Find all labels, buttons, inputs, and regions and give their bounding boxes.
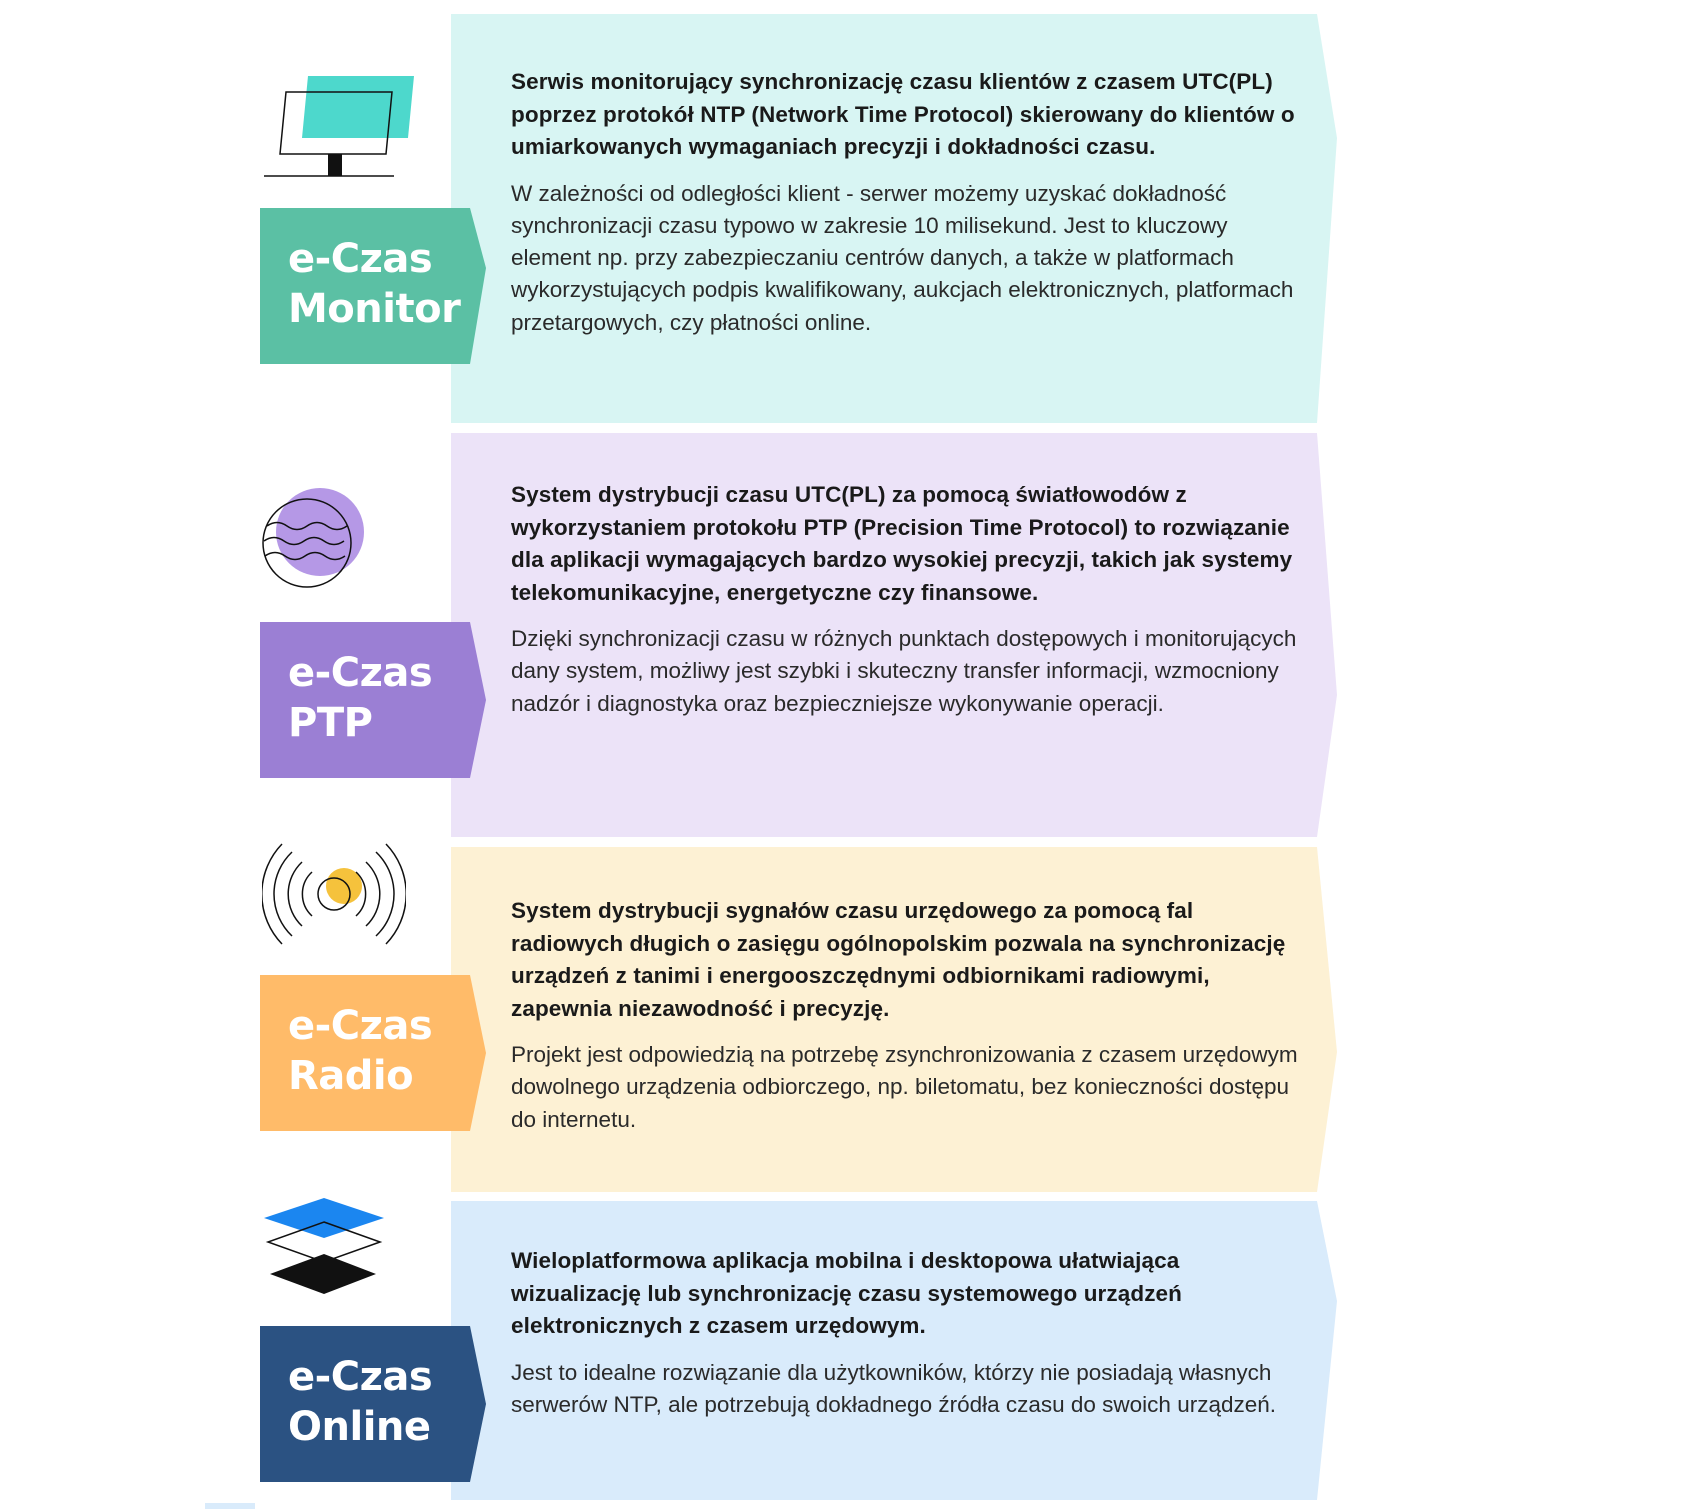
label-ptp: [260, 622, 486, 778]
panel-monitor: [451, 14, 1337, 423]
label-monitor-line1: e-Czas: [288, 236, 433, 282]
panel-monitor-body: W zależności od odległości klient - serwer możemy uzyskać dokładność synchronizacji czasu typowo w zakresie 10 milisekund. Jest to kluczowy element np. przy zabezpieczaniu centrów danych, a także w platformach wykorzystujących podpis kwalifikowany, aukcjach elektronicznych, platformach przetargowych, czy płatności online.: [511, 180, 1294, 335]
panel-ptp-lead: System dystrybucji czasu UTC(PL) za pomocą światłowodów z wykorzystaniem protokołu PTP (Precision Time Protocol) to rozwiązanie dla aplikacji wymagających bardzo wysokiej precyzji, takich jak systemy telekomunikacyjne, energetyczne czy finansowe.: [511, 482, 1293, 605]
panel-online-body: Jest to idealne rozwiązanie dla użytkowników, którzy nie posiadają własnych serwerów NTP, ale potrzebują dokładnego źródła czasu do swoich urządzeń.: [511, 1359, 1277, 1417]
panel-online-lead: Wieloplatformowa aplikacja mobilna i desktopowa ułatwiająca wizualizację lub synchronizację czasu systemowego urządzeń elektronicznych z czasem urzędowym.: [511, 1248, 1183, 1338]
label-monitor-text: [288, 234, 460, 334]
label-online: [260, 1326, 486, 1482]
panel-ptp: [451, 433, 1337, 837]
layers-icon: [262, 1196, 388, 1300]
label-ptp-line1: e-Czas: [288, 650, 433, 696]
label-online-line2: Online: [288, 1404, 431, 1450]
label-online-line1: e-Czas: [288, 1354, 433, 1400]
globe-waves-icon: [262, 486, 372, 592]
label-radio-line1: e-Czas: [288, 1003, 433, 1049]
panel-online: [451, 1201, 1337, 1500]
label-online-text: [288, 1352, 432, 1452]
radio-waves-icon: [262, 842, 406, 946]
panel-radio-body: Projekt jest odpowiedzią na potrzebę zsynchronizowania z czasem urzędowym dowolnego urządzenia odbiorczego, np. biletomatu, bez konieczności dostępu do internetu.: [511, 1042, 1298, 1132]
monitor-icon: [262, 74, 422, 178]
label-monitor: [260, 208, 486, 364]
label-ptp-text: [288, 648, 432, 748]
label-radio: [260, 975, 486, 1131]
panel-ptp-body: Dzięki synchronizacji czasu w różnych punktach dostępowych i monitorujących dany system, możliwy jest szybki i skuteczny transfer informacji, wzmocniony nadzór i diagnostyka oraz bezpieczniejsze wykonywanie operacji.: [511, 626, 1297, 716]
panel-monitor-lead: Serwis monitorujący synchronizację czasu klientów z czasem UTC(PL) poprzez protokół NTP (Network Time Protocol) skierowany do klientów o umiarkowanych wymaganiach precyzji i dokładności czasu.: [511, 69, 1295, 159]
decorative-strip: [205, 1503, 255, 1509]
label-radio-line2: Radio: [288, 1053, 414, 1099]
label-monitor-line2: Monitor: [288, 286, 461, 332]
label-radio-text: [288, 1001, 432, 1101]
panel-radio-lead: System dystrybucji sygnałów czasu urzędowego za pomocą fal radiowych długich o zasięgu ogólnopolskim pozwala na synchronizację urządzeń z tanimi i energooszczędnymi odbiornikami radiowymi, zapewnia niezawodność i precyzję.: [511, 898, 1286, 1021]
panel-radio: [451, 847, 1337, 1192]
label-ptp-line2: PTP: [288, 700, 373, 746]
